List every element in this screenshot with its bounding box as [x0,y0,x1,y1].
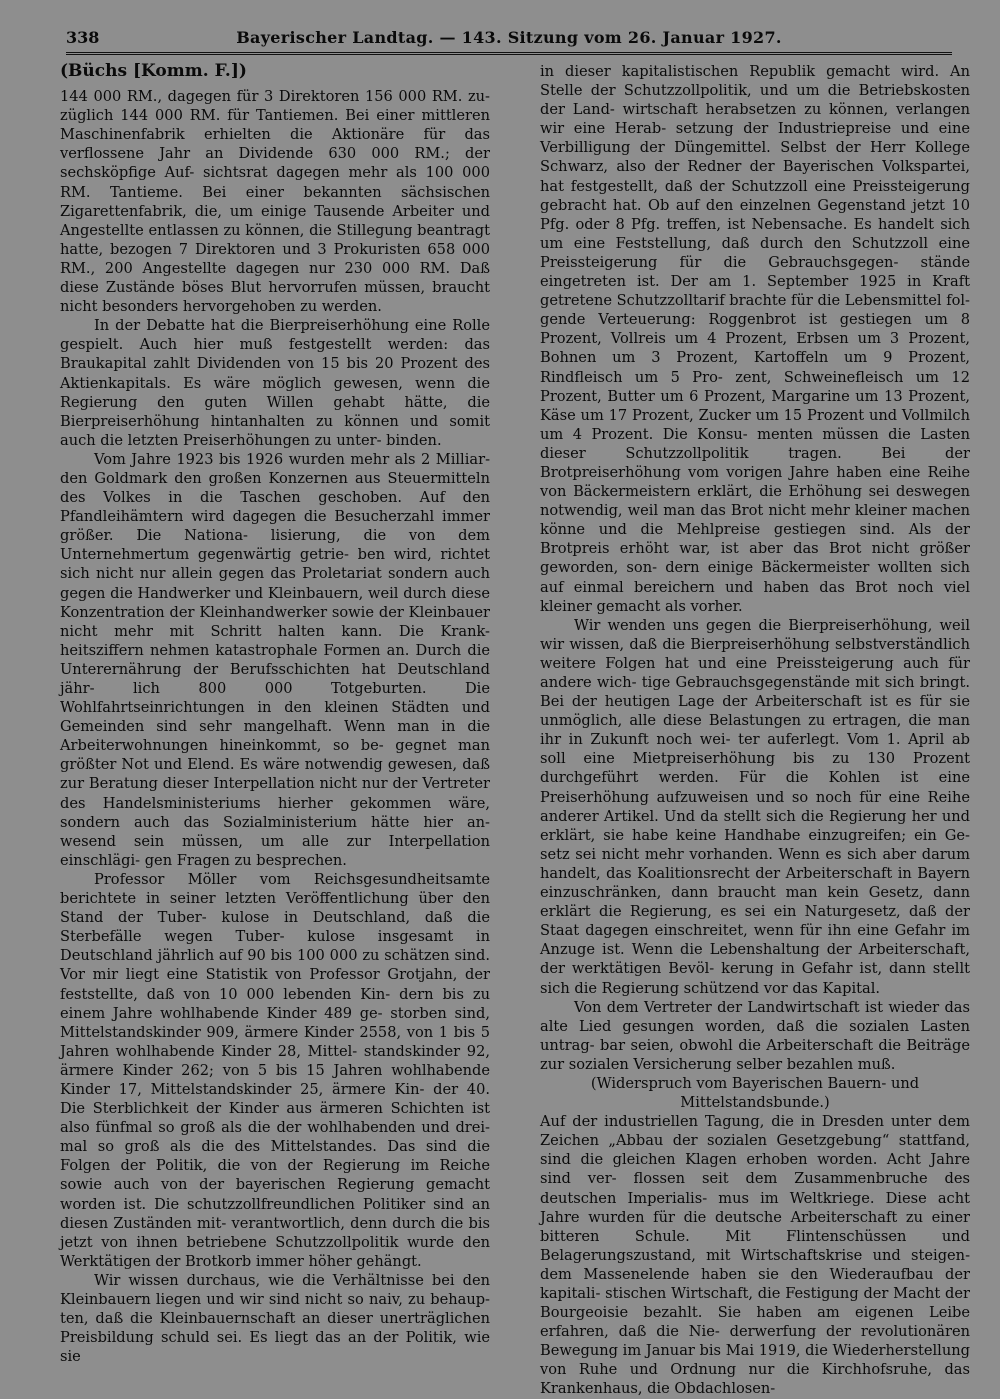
interjection: (Widerspruch vom Bayerischen Bauern- und Mittelstandsbunde.) [590,1074,920,1112]
speaker-label: (Büchs [Komm. F.]) [60,61,247,81]
running-head: Bayerischer Landtag. — 143. Sitzung vom 26. Januar 1927. [236,28,782,47]
page-number: 338 [66,28,100,47]
paragraph: 144 000 RM., dagegen für 3 Direktoren 156 000 RM. zu- züglich 144 000 RM. für Tantiemen. Bei einer mittleren Maschinenfabrik erhielten die Aktionäre für das verflossene Jahr an Dividende 630 000 RM.; der sechsköpfige Auf- sichtsrat dagegen mehr als 100 000 RM. Tantieme. Bei einer bekannten sächsischen Zigarettenfabrik, die, um einige Tausende Arbeiter und Angestellte entlassen zu können, die Stillegung beantragt hatte, bezogen 7 Direktoren und 3 Prokuristen 658 000 RM., 200 Angestellte dagegen nur 230 000 RM. Daß diese Zustände böses Blut hervorrufen müssen, braucht nicht besonders hervorgehoben zu werden. [60,88,490,316]
paragraph: Wir wissen durchaus, wie die Verhältnisse bei den Kleinbauern liegen und wir sind nicht so naiv, zu behaup- ten, daß die Kleinbauernschaft an dieser unerträglichen Preisbildung schuld sei. Es liegt das an der Politik, wie sie [60,1271,490,1366]
paragraph: Auf der industriellen Tagung, die in Dresden unter dem Zeichen „Abbau der sozialen Gesetzgebung“ stattfand, sind die gleichen Klagen erhoben worden. Acht Jahre sind ver- flossen seit dem Zusammenbruche des deutschen Imperialis- mus im Weltkriege. Diese acht Jahre wurden für die deutsche Arbeiterschaft zu einer bitteren Schule. Mit Flintenschüssen und Belagerungszustand, mit Wirtschaftskrise und steigen- dem Massenelende haben sie den Wiederaufbau der kapitali- stischen Wirtschaft, die Festigung der Macht der Bourgeoisie bezahlt. Sie haben am eigenen Leibe erfahren, daß die Nie- derwerfung der revolutionären Bewegung im Januar bis Mai 1919, die Wiederherstellung von Ruhe und Ordnung nur die Kirchhofsruhe, das Krankenhaus, die Obdachlosen- [540,1113,970,1398]
left-column [60,61,490,1366]
paragraph: in dieser kapitalistischen Republik gemacht wird. An Stelle der Schutzzollpolitik, und um die Betriebskosten der Land- wirtschaft herabsetzen zu können, verlangen wir eine Herab- setzung der Industriepreise und eine Verbilligung der Düngemittel. Selbst der Herr Kollege Schwarz, also der Redner der Bayerischen Volkspartei, hat festgestellt, daß der Schutzzoll eine Preissteigerung gebracht hat. Ob auf den einzelnen Gegenstand jetzt 10 Pfg. oder 8 Pfg. treffen, ist Nebensache. Es handelt sich um eine Feststellung, daß durch den Schutzzoll eine Preissteigerung für die Gebrauchsgegen- stände eingetreten ist. Der am 1. September 1925 in Kraft getretene Schutzzolltarif brachte für die Lebensmittel fol- gende Verteuerung: Roggenbrot ist gestiegen um 8 Prozent, Vollreis um 4 Prozent, Erbsen um 3 Prozent, Bohnen um 3 Prozent, Kartoffeln um 9 Prozent, Rindfleisch um 5 Pro- zent, Schweinefleisch um 12 Prozent, Butter um 6 Prozent, Margarine um 13 Prozent, Käse um 17 Prozent, Zucker um 15 Prozent und Vollmilch um 4 Prozent. Die Konsu- menten müssen die Lasten dieser Schutzzollpolitik tragen. Bei der Brotpreiserhöhung vom vorigen Jahre haben eine Reihe von Bäckermeistern erklärt, die Erhöhung sei deswegen notwendig, weil man das Brot nicht mehr kleiner machen könne und die Mehlpreise gestiegen sind. Als der Brotpreis erhöht war, ist aber das Brot nicht größer geworden, son- dern einige Bäckermeister wollten sich auf einmal bereichern und haben das Brot noch viel kleiner gemacht als vorher. [540,63,970,615]
paragraph: Professor Möller vom Reichsgesundheitsamte berichtete in seiner letzten Veröffentlichung über den Stand der Tuber- kulose in Deutschland, daß die Sterbefälle wegen Tuber- kulose insgesamt in Deutschland jährlich auf 90 bis 100 000 zu schätzen sind. Vor mir liegt eine Statistik von Professor Grotjahn, der feststellte, daß von 10 000 lebenden Kin- dern bis zu einem Jahre wohlhabende Kinder 489 ge- storben sind, Mittelstandskinder 909, ärmere Kinder 2558, von 1 bis 5 Jahren wohlhabende Kinder 28, Mittel- standskinder 92, ärmere Kinder 262; von 5 bis 15 Jahren wohlhabende Kinder 17, Mittelstandskinder 25, ärmere Kin- der 40. Die Sterblichkeit der Kinder aus ärmeren Schichten ist also fünfmal so groß als die der wohlhabenden und drei- mal so groß als die des Mittelstandes. Das sind die Folgen der Politik, die von der Regierung im Reiche sowie auch von der bayerischen Regierung gemacht worden ist. Die schutzzollfreundlichen Politiker sind an diesen Zuständen mit- verantwortlich, denn durch die bis jetzt von ihnen betriebene Schutzzollpolitik wurde den Werktätigen der Brotkorb immer höher gehängt. [60,870,490,1270]
page-header [66,28,952,55]
paragraph: Wir wenden uns gegen die Bierpreiserhöhung, weil wir wissen, daß die Bierpreiserhöhung selbstverständlich weitere Folgen hat und eine Preissteigerung auch für andere wich- tige Gebrauchsgegenstände mit sich bringt. Bei der heutigen Lage der Arbeiterschaft ist es für sie unmöglich, alle diese Belastungen zu ertragen, die man ihr in Zukunft noch wei- ter auferlegt. Vom 1. April ab soll eine Mietpreiserhöhung bis zu 130 Prozent durchgeführt werden. Für die Kohlen ist eine Preiserhöhung aufzuweisen und so noch für eine Reihe anderer Artikel. Und da stellt sich die Regierung her und erklärt, sie habe keine Handhabe einzugreifen; ein Ge- setz sei nicht mehr vorhanden. Wenn es sich aber darum handelt, das Koalitionsrecht der Arbeiterschaft in Bayern einzuschränken, dann braucht man kein Gesetz, dann erklärt die Regierung, es sei ein Naturgesetz, daß der Staat dagegen einschreitet, wenn für ihn eine Gefahr im Anzuge ist. Wenn die Lebenshaltung der Arbeiterschaft, der werktätigen Bevöl- kerung in Gefahr ist, dann stellt sich die Regierung schützend vor das Kapital. [540,616,970,997]
paragraph: Vom Jahre 1923 bis 1926 wurden mehr als 2 Milliar- den Goldmark den großen Konzernen aus Steuermitteln des Volkes in die Taschen geschoben. Auf den Pfandleihämtern wird dagegen die Besucherzahl immer größer. Die Nationa- lisierung, die von dem Unternehmertum gegenwärtig getrie- ben wird, richtet sich nicht nur allein gegen das Proletariat sondern auch gegen die Handwerker und Kleinbauern, weil durch diese Konzentration der Kleinhandwerker sowie der Kleinbauer nicht mehr mit Schritt halten kann. Die Krank- heitsziffern nehmen katastrophale Formen an. Durch die Unterernährung der Berufsschichten hat Deutschland jähr- lich 800 000 Totgeburten. Die Wohlfahrtseinrichtungen in den kleinen Städten und Gemeinden sind sehr mangelhaft. Wenn man in die Arbeiterwohnungen hineinkommt, so be- gegnet man größter Not und Elend. Es wäre notwendig gewesen, daß zur Beratung dieser Interpellation nicht nur der Vertreter des Handelsministeriums hierher gekommen wäre, sondern auch das Sozialministerium hätte hier an- wesend sein müssen, um alle zur Interpellation einschlägi- gen Fragen zu besprechen. [60,450,490,869]
paragraph: Von dem Vertreter der Landwirtschaft ist wieder das alte Lied gesungen worden, daß die sozialen Lasten untrag- bar seien, obwohl die Arbeiterschaft die Beiträge zur sozialen Versicherung selber bezahlen muß. [540,998,970,1073]
paragraph: In der Debatte hat die Bierpreiserhöhung eine Rolle gespielt. Auch hier muß festgestellt werden: das Braukapital zahlt Dividenden von 15 bis 20 Prozent des Aktienkapitals. Es wäre möglich gewesen, wenn die Regierung den guten Willen gehabt hätte, die Bierpreiserhöhung hintanhalten zu können und somit auch die letzten Preiserhöhungen zu unter- binden. [60,317,490,449]
right-column [540,62,970,1398]
